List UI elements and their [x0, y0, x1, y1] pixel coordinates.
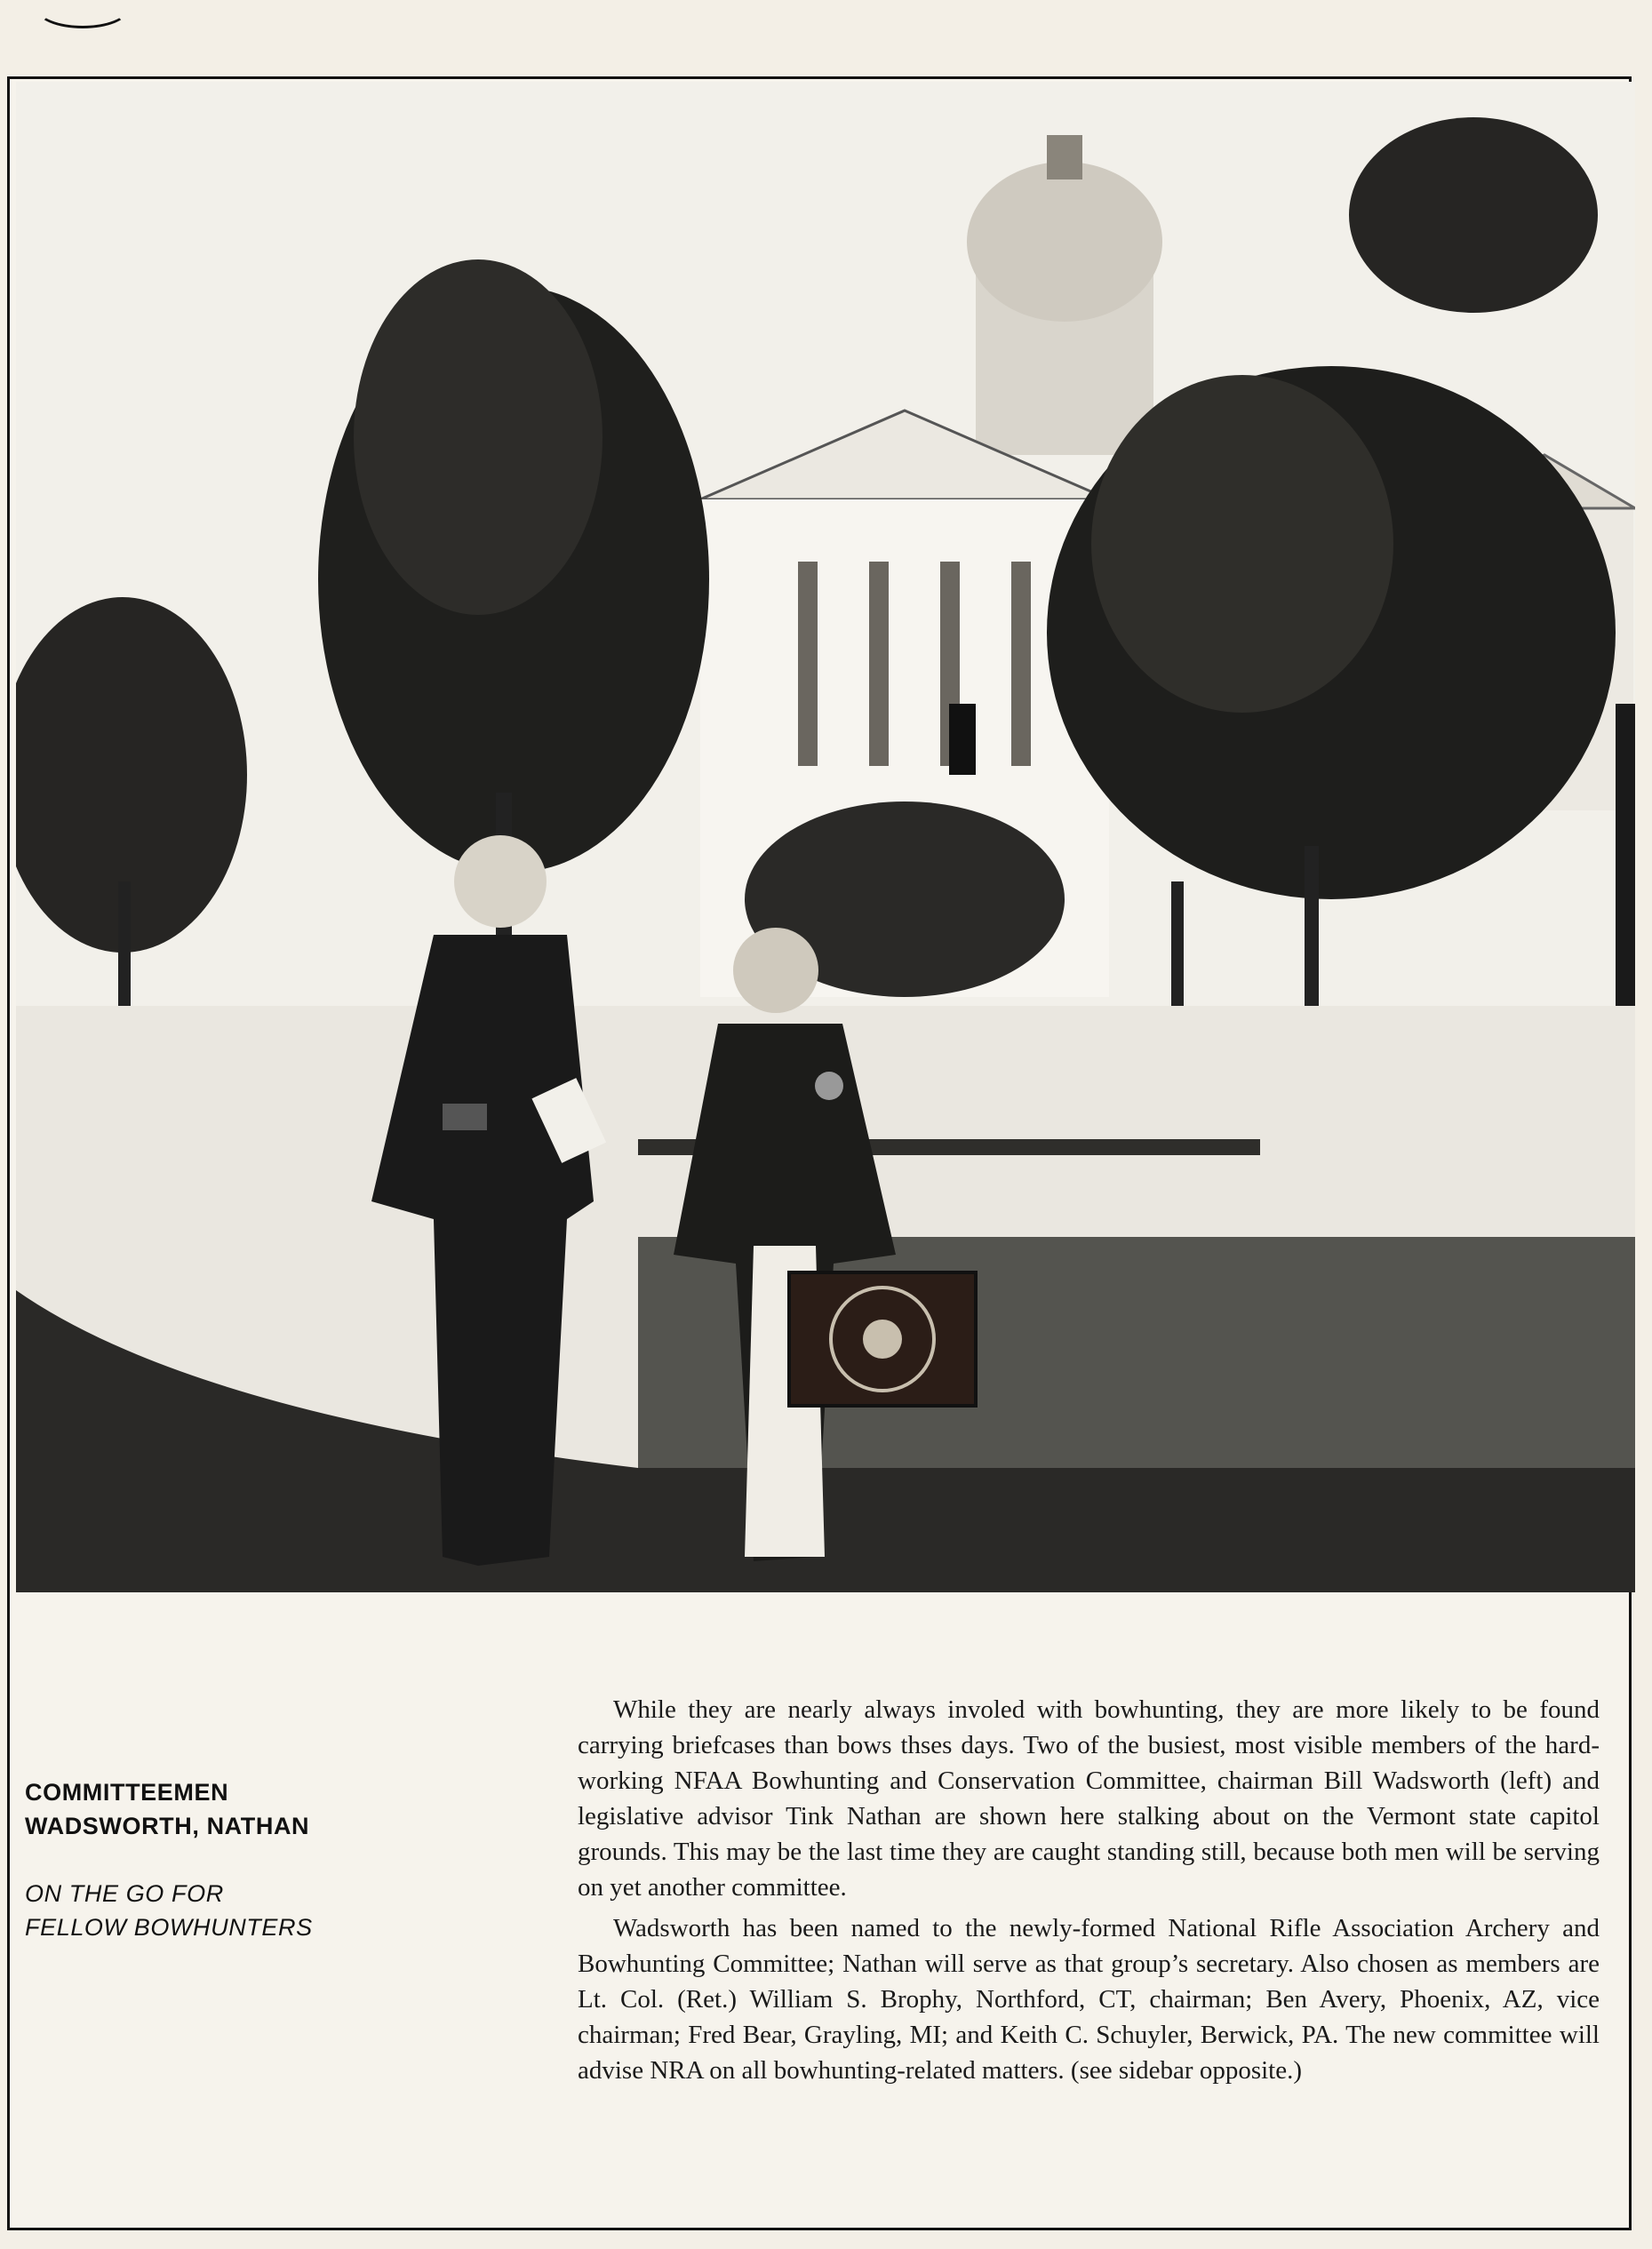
photograph — [16, 82, 1635, 1592]
briefcase — [789, 1272, 976, 1406]
caption-subtitle-line1: ON THE GO FOR — [25, 1880, 224, 1907]
caption-subtitle-line2: FELLOW BOWHUNTERS — [25, 1914, 313, 1941]
caption-spacer — [25, 1843, 416, 1877]
article-paragraph-1: While they are nearly always involed with bowhunting, they are more likely to be found carrying briefcases than bows thses days. Two of the busiest, most visible members of the hard-working NFAA Bowhunting and Conservation Committee, chairman Bill Wadsworth (left) and legislative advisor Tink Nathan are shown here stalking about on the Vermont state capitol grounds. This may be the last time they are caught standing still, because both men will be serving on yet another committee. — [578, 1695, 1600, 1902]
page-ornament — [36, 0, 130, 28]
article-body — [578, 1692, 1600, 2093]
caption-title-line2: WADSWORTH, NATHAN — [25, 1813, 310, 1839]
caption-title-line1: COMMITTEEMEN — [25, 1779, 229, 1806]
photo-illustration — [16, 82, 1635, 1592]
photo-caption — [25, 1775, 416, 1944]
article-paragraph-2: Wadsworth has been named to the newly-formed National Rifle Association Archery and Bowhunting Committee; Nathan will serve as that group’s secretary. Also chosen as members are Lt. Col. (Ret.) William S. Brophy, Northford, CT, chairman; Ben Avery, Phoenix, AZ, vice chairman; Fred Bear, Grayling, MI; and Keith C. Schuyler, Berwick, PA. The new committee will advise NRA on all bowhunting-related matters. (see sidebar opposite.) — [578, 1914, 1600, 2085]
